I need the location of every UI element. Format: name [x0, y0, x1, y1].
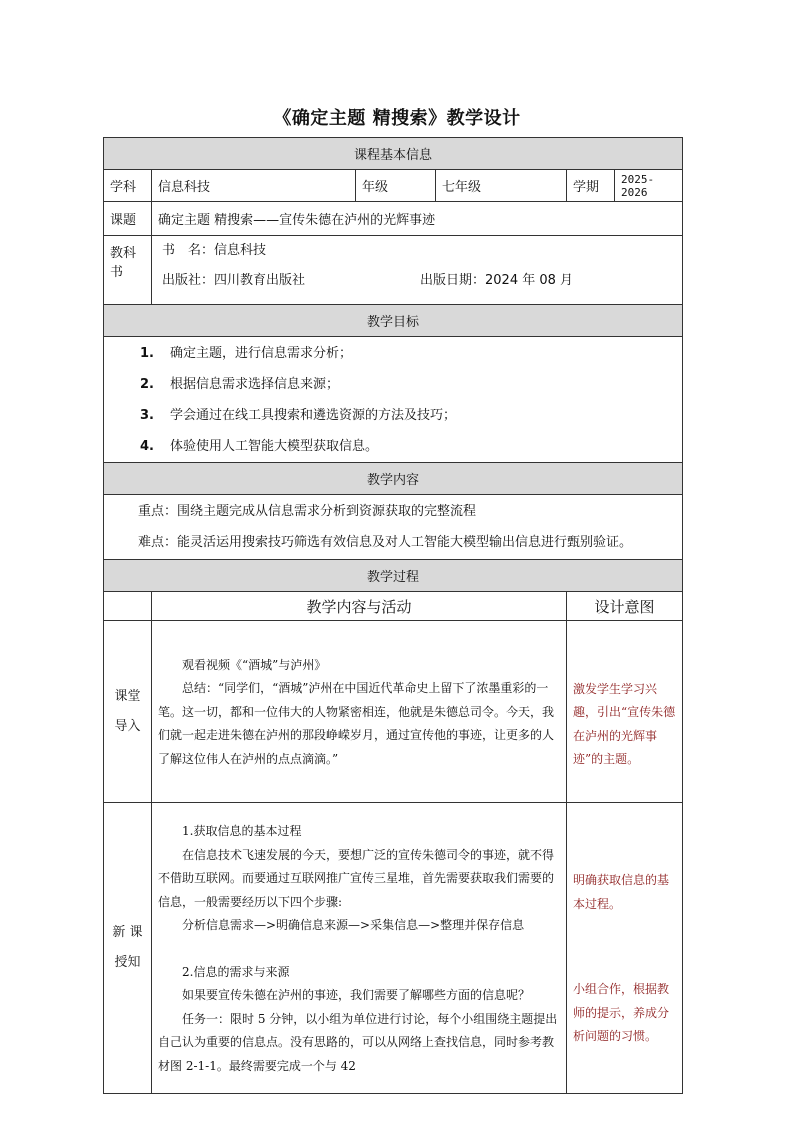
book-pub-date: 出版日期：2024 年 08 月 [420, 273, 574, 288]
key-point: 重点：围绕主题完成从信息需求分析到资源获取的完整流程 [138, 504, 477, 519]
goal-item: 4. 体验使用人工智能大模型获取信息。 [140, 439, 379, 454]
difficulty-point: 难点：能灵活运用搜索技巧筛选有效信息及对人工智能大模型输出信息进行甄别验证。 [138, 535, 633, 550]
process-header: 教学过程 [104, 560, 683, 592]
basic-info-header: 课程基本信息 [104, 138, 683, 170]
blank-header-cell [104, 592, 152, 621]
term-label: 学期 [567, 170, 615, 202]
content-header: 教学内容 [104, 463, 683, 495]
subject-value: 信息科技 [152, 170, 356, 202]
section2-title: 2.信息的需求与来源 [182, 964, 290, 979]
intro-label: 课堂 导入 [104, 621, 152, 803]
activity-column-header: 教学内容与活动 [152, 592, 567, 621]
textbook-info [152, 236, 683, 305]
goal-item: 2. 根据信息需求选择信息来源； [140, 377, 340, 392]
section1-paragraph: 在信息技术飞速发展的今天，要想广泛的宣传朱德司令的事迹，就不得不借助互联网。而要通过互联网推广宣传三星堆，首先需要获取我们需要的信息，一般需要经历以下四个步骤: [158, 847, 555, 909]
section2-paragraph: 如果要宣传朱德在泸州的事迹，我们需要了解哪些方面的信息呢？ [182, 988, 531, 1002]
goal-item: 1. 确定主题，进行信息需求分析； [140, 346, 353, 361]
book-publish-line [158, 266, 676, 296]
section1-steps: 分析信息需求—>明确信息来源—>采集信息—>整理并保存信息 [182, 918, 525, 932]
section1-title: 1.获取信息的基本过程 [182, 824, 302, 838]
textbook-label: 教科书 [104, 236, 152, 305]
content-body [104, 495, 683, 560]
new-lesson-label: 新 课 授知 [104, 803, 152, 1094]
topic-value: 确定主题 精搜索——宣传朱德在泸州的光辉事迹 [152, 202, 683, 236]
intent-column-header: 设计意图 [567, 592, 683, 621]
new-lesson-intent [567, 803, 683, 1094]
intro-intent: 激发学生学习兴趣，引出“宣传朱德在泸州的光辉事迹”的主题。 [567, 621, 683, 803]
intent-group: 小组合作，根据教师的提示，养成分析问题的习惯。 [573, 982, 670, 1044]
document-title: 《确定主题 精搜索》教学设计 [273, 108, 521, 129]
task1-paragraph: 任务一：限时 5 分钟，以小组为单位进行讨论，每个小组围绕主题提出自己认为重要的信息点。没有思路的，可以从网络上查找信息，同时参考教材图 2-1-1。最终需要完成一个与 42 [158, 1011, 558, 1073]
intro-activity [152, 621, 567, 803]
goals-list [104, 337, 683, 463]
grade-label: 年级 [356, 170, 436, 202]
book-name: 书 名：信息科技 [162, 243, 267, 258]
book-publisher: 出版社：四川教育出版社 [162, 273, 306, 288]
grade-value: 七年级 [436, 170, 567, 202]
intent-process: 明确获取信息的基本过程。 [573, 873, 670, 911]
lesson-plan-table [103, 137, 683, 1094]
intro-video-line: 观看视频《“酒城”与泸州》 [182, 657, 327, 672]
topic-label: 课题 [104, 202, 152, 236]
subject-label: 学科 [104, 170, 152, 202]
intro-summary: 总结：“同学们，“酒城”泸州在中国近代革命史上留下了浓墨重彩的一笔。这一切，都和一位伟大的人物紧密相连，他就是朱德总司令。今天，我们就一起走进朱德在泸州的那段峥嵘岁月，通过宣传他的事迹，让更多的人了解这位伟人在泸州的点点滴滴。” [158, 681, 555, 766]
new-lesson-activity [152, 803, 567, 1094]
goal-item: 3. 学会通过在线工具搜索和遴选资源的方法及技巧； [140, 408, 457, 423]
goals-header: 教学目标 [104, 305, 683, 337]
term-value: 2025-2026 [615, 170, 683, 202]
